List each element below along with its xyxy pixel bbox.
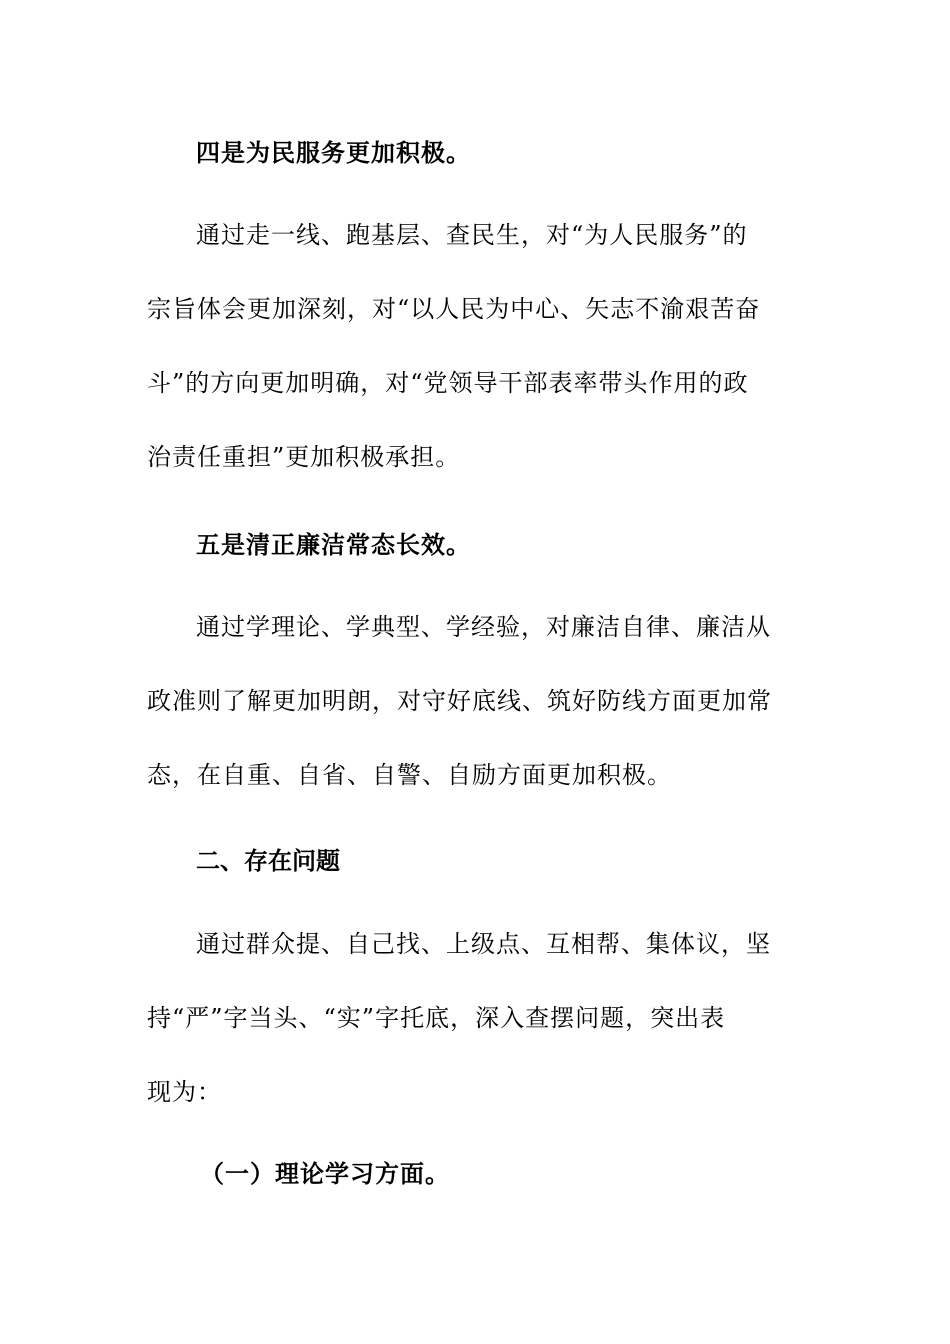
- paragraph-line: 斗”的方向更加明确，对“党领导干部表率带头作用的政: [147, 369, 749, 397]
- point-five-heading: 五是清正廉洁常态长效。: [196, 530, 471, 559]
- section-heading: 二、存在问题: [196, 847, 340, 875]
- paragraph-line: 通过走一线、跑基层、查民生，对“为人民服务”的: [196, 221, 748, 249]
- paragraph-line: 持“严”字当头、“实”字托底，深入查摆问题，突出表: [147, 1004, 726, 1032]
- paragraph-line: 宗旨体会更加深刻，对“以人民为中心、矢志不渝艰苦奋: [147, 295, 761, 323]
- paragraph-line: 通过群众提、自己找、上级点、互相帮、集体议，坚: [196, 930, 771, 958]
- point-four-heading: 四是为民服务更加积极。: [196, 138, 471, 167]
- paragraph-line: 政准则了解更加明朗，对守好底线、筑好防线方面更加常: [147, 687, 772, 715]
- paragraph-line: 通过学理论、学典型、学经验，对廉洁自律、廉洁从: [196, 613, 771, 641]
- paragraph-line: 态，在自重、自省、自警、自励方面更加积极。: [147, 761, 672, 789]
- subsection-heading: （一）理论学习方面。: [200, 1159, 450, 1188]
- paragraph-line: 治责任重担”更加积极承担。: [147, 443, 461, 471]
- paragraph-line: 现为：: [147, 1078, 222, 1106]
